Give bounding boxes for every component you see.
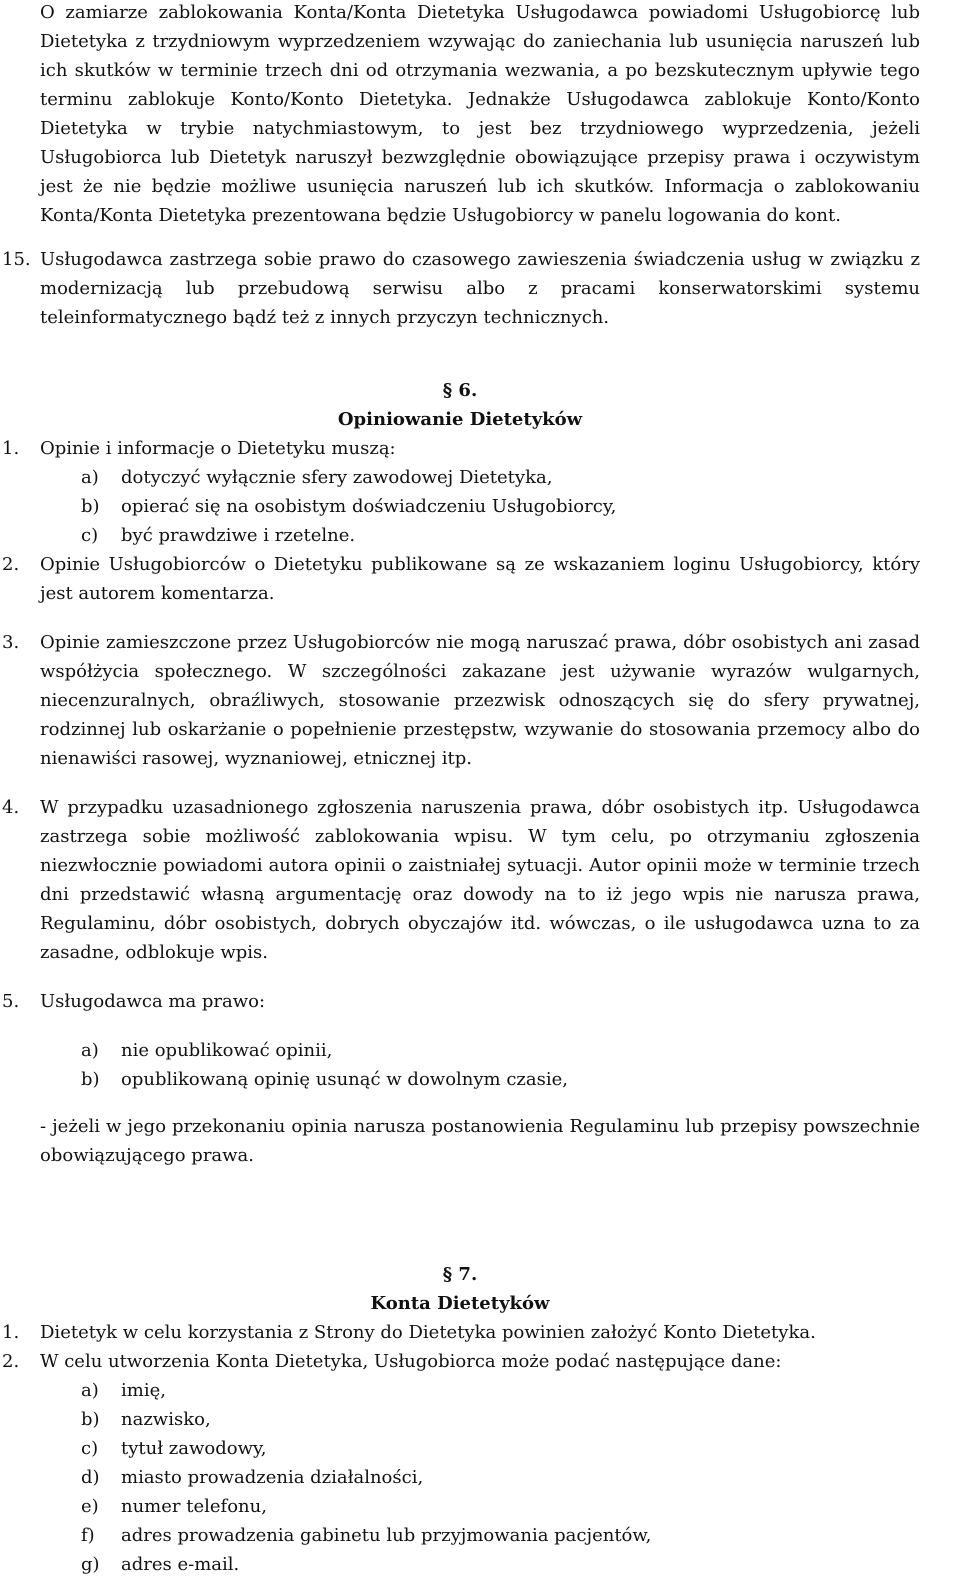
sub-item [81, 1434, 920, 1463]
item-number: 5. [2, 991, 20, 1012]
sub-letter: b) [81, 1409, 100, 1430]
sub-letter: g) [81, 1554, 100, 1575]
sub-item [81, 1065, 920, 1094]
sub-item [81, 1376, 920, 1405]
sub-letter: f) [81, 1525, 95, 1546]
item-text: Opinie zamieszczone przez Usługobiorców nie mogą naruszać prawa, dóbr osobistych ani zasad współżycia społecznego. W szczególności zakazane jest używanie wyrazów wulgarnych, niecenzuralnych, obraźliwych, stosowanie przezwisk odnoszących się do sfery prywatnej, rodzinnej lub oskarżanie o popełnienie przestępstw, wzywanie do stosowania przemocy albo do nienawiści rasowej, wyznaniowej, etnicznej itp. [40, 632, 920, 769]
sub-item [81, 1521, 920, 1550]
sub-item [81, 1492, 920, 1521]
sub-text: być prawdziwe i rzetelne. [121, 525, 356, 546]
sub-letter: b) [81, 1069, 100, 1090]
section-number: § 7. [442, 1264, 478, 1285]
sub-text: tytuł zawodowy, [121, 1438, 267, 1459]
item-text: Usługodawca ma prawo: [40, 991, 266, 1012]
sub-text: numer telefonu, [121, 1496, 267, 1517]
sub-item [81, 1036, 920, 1065]
sub-item [81, 521, 920, 550]
sub-letter: e) [81, 1496, 99, 1517]
item-tail: - jeżeli w jego przekonaniu opinia narusza postanowienia Regulaminu lub przepisy powszechnie obowiązującego prawa. [40, 1116, 920, 1166]
sub-text: miasto prowadzenia działalności, [121, 1467, 424, 1488]
item-number: 4. [2, 797, 20, 818]
sub-text: dotyczyć wyłącznie sfery zawodowej Dietetyka, [121, 467, 553, 488]
list-item [2, 1318, 920, 1347]
sub-letter: a) [81, 1380, 99, 1401]
item-number: 2. [2, 554, 20, 575]
section-number: § 6. [442, 380, 478, 401]
sub-item [81, 463, 920, 492]
list-item [2, 434, 920, 463]
item-number: 1. [2, 1322, 20, 1343]
sub-text: adres e-mail. [121, 1554, 240, 1575]
sub-text: adres prowadzenia gabinetu lub przyjmowania pacjentów, [121, 1525, 652, 1546]
sub-letter: d) [81, 1467, 100, 1488]
sub-letter: c) [81, 1438, 99, 1459]
sub-item [81, 1405, 920, 1434]
list-item [2, 987, 920, 1016]
list-item [2, 550, 920, 608]
list-item [2, 793, 920, 967]
item-number: 2. [2, 1351, 20, 1372]
sub-letter: a) [81, 1040, 99, 1061]
item-number: 1. [2, 438, 20, 459]
sub-letter: a) [81, 467, 99, 488]
sub-text: opublikowaną opinię usunąć w dowolnym czasie, [121, 1069, 569, 1090]
sub-letter: b) [81, 496, 100, 517]
item-number: 15. [2, 249, 31, 270]
sub-text: nie opublikować opinii, [121, 1040, 333, 1061]
item-text: W przypadku uzasadnionego zgłoszenia naruszenia prawa, dóbr osobistych itp. Usługodawca zastrzega sobie możliwość zablokowania wpisu. W tym celu, po otrzymaniu zgłoszenia niezwłocznie powiadomi autora opinii o zaistniałej sytuacji. Autor opinii może w terminie trzech dni przedstawić własną argumentację oraz dowody na to iż jego wpis nie narusza prawa, Regulaminu, dóbr osobistych, dobrych obyczajów itd. wówczas, o ile usługodawca uzna to za zasadne, odblokuje wpis. [40, 797, 920, 963]
item-number: 3. [2, 632, 20, 653]
list-item [2, 1347, 920, 1376]
section-title: Konta Dietetyków [370, 1293, 550, 1314]
sub-text: imię, [121, 1380, 166, 1401]
section-title: Opiniowanie Dietetyków [337, 409, 583, 430]
sub-item [81, 492, 920, 521]
sub-letter: c) [81, 525, 99, 546]
sub-text: opierać się na osobistym doświadczeniu Usługobiorcy, [121, 496, 617, 517]
list-item [2, 628, 920, 773]
item-text: Opinie Usługobiorców o Dietetyku publikowane są ze wskazaniem loginu Usługobiorcy, który jest autorem komentarza. [40, 554, 920, 604]
sub-item [81, 1463, 920, 1492]
item-text: W celu utworzenia Konta Dietetyka, Usługobiorca może podać następujące dane: [40, 1351, 782, 1372]
sub-text: nazwisko, [121, 1409, 211, 1430]
sub-item [81, 1550, 920, 1579]
item-text: Usługodawca zastrzega sobie prawo do czasowego zawieszenia świadczenia usług w związku z modernizacją lub przebudową serwisu albo z pracami konserwatorskimi systemu teleinformatycznego bądź też z innych przyczyn technicznych. [40, 249, 920, 328]
item-text: Dietetyk w celu korzystania z Strony do Dietetyka powinien założyć Konto Dietetyka. [40, 1322, 816, 1343]
item-text: Opinie i informacje o Dietetyku muszą: [40, 438, 396, 459]
intro-paragraph: O zamiarze zablokowania Konta/Konta Dietetyka Usługodawca powiadomi Usługobiorcę lub Dietetyka z trzydniowym wyprzedzeniem wzywając do zaniechania lub usunięcia naruszeń lub ich skutków w terminie trzech dni od otrzymania wezwania, a po bezskutecznym upływie tego terminu zablokuje Konto/Konto Dietetyka. Jednakże Usługodawca zablokuje Konto/Konto Dietetyka w trybie natychmiastowym, to jest bez trzydniowego wyprzedzenia, jeżeli Usługobiorca lub Dietetyk naruszył bezwzględnie obowiązujące przepisy prawa i oczywistym jest że nie będzie możliwe usunięcia naruszeń lub ich skutków. Informacja o zablokowaniu Konta/Konta Dietetyka prezentowana będzie Usługobiorcy w panelu logowania do kont. [40, 2, 920, 226]
list-item [2, 245, 920, 332]
